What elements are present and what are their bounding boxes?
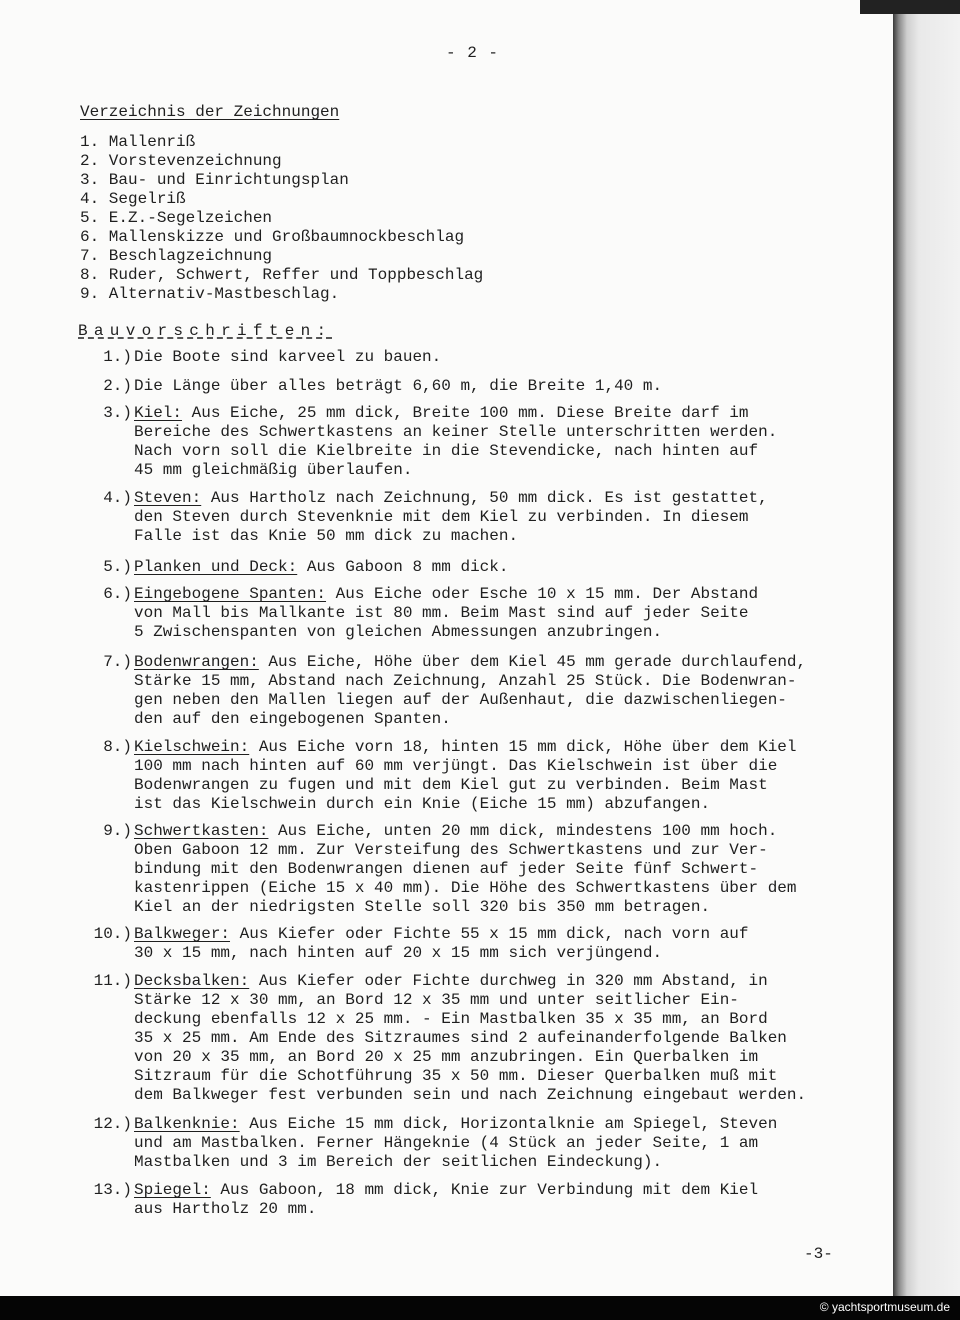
spec-line [134, 972, 904, 991]
spec-line [134, 377, 904, 396]
spec-item-text [134, 489, 904, 546]
spec-line [134, 585, 904, 604]
spec-item-number: 10.) [93, 925, 132, 943]
spec-line [134, 710, 904, 729]
spec-line-text: 30 x 15 mm, nach hinten auf 20 x 15 mm sich verjüngend. [134, 944, 663, 962]
spec-item-text [134, 1115, 904, 1172]
spec-line-text: den Steven durch Stevenknie mit dem Kiel zu verbinden. In diesem [134, 508, 749, 526]
spec-line [134, 860, 904, 879]
drawing-item: 2. Vorstevenzeichnung [80, 152, 282, 170]
spec-line [134, 604, 904, 623]
spec-item-number: 11.) [93, 972, 132, 990]
spec-term: Kiel: [134, 404, 183, 422]
spec-line-text: Stärke 12 x 30 mm, an Bord 12 x 35 mm und unter seitlicher Ein- [134, 991, 739, 1009]
spec-line-text: Aus Kiefer oder Fichte durchweg in 320 mm Abstand, in [249, 972, 768, 990]
spec-line [134, 489, 904, 508]
spec-line [134, 1067, 904, 1086]
drawings-list [80, 133, 483, 304]
spec-line [134, 757, 904, 776]
spec-line [134, 691, 904, 710]
spec-line-text: Bodenwrangen zu fugen und mit dem Kiel gut zu verbinden. Beim Mast [134, 776, 768, 794]
spec-line-text: Aus Gaboon, 18 mm dick, Knie zur Verbindung mit dem Kiel [210, 1181, 759, 1199]
spec-line [134, 1181, 904, 1200]
spec-term: Kielschwein: [134, 738, 250, 756]
spec-line [134, 1134, 904, 1153]
spec-line-text: Die Boote sind karveel zu bauen. [134, 348, 442, 366]
spec-line-text: Aus Kiefer oder Fichte 55 x 15 mm dick, nach vorn auf [230, 925, 749, 943]
spec-line-text: Aus Eiche oder Esche 10 x 15 mm. Der Abstand [326, 585, 759, 603]
spec-line [134, 879, 904, 898]
spec-line-text: Aus Eiche, unten 20 mm dick, mindestens 100 mm hoch. [268, 822, 778, 840]
spec-line-text: 35 x 25 mm. Am Ende des Sitzraumes sind 2 aufeinanderfolgende Balken [134, 1029, 787, 1047]
spec-term: Spiegel: [134, 1181, 211, 1199]
spec-item-number: 12.) [93, 1115, 132, 1133]
drawing-item: 6. Mallenskizze und Großbaumnockbeschlag [80, 228, 465, 246]
drawing-item: 1. Mallenriß [80, 133, 196, 151]
spec-line-text: 100 mm nach hinten auf 60 mm verjüngt. Das Kielschwein ist über die [134, 757, 778, 775]
spec-item-number: 1.) [103, 348, 132, 366]
spec-line-text: Aus Eiche 15 mm dick, Horizontalknie am Spiegel, Steven [239, 1115, 778, 1133]
spec-line-text: Mastbalken und 3 im Bereich der seitlichen Eindeckung). [134, 1153, 663, 1171]
spec-line-text: Aus Gaboon 8 mm dick. [297, 558, 509, 576]
spec-item-number: 9.) [103, 822, 132, 840]
spec-item-text [134, 404, 904, 480]
spec-line-text: von Mall bis Mallkante ist 80 mm. Beim Mast sind auf jeder Seite [134, 604, 749, 622]
spec-line [134, 1153, 904, 1172]
drawing-item: 4. Segelriß [80, 190, 186, 208]
spec-line-text: deckung ebenfalls 12 x 25 mm. - Ein Mastbalken 35 x 35 mm, an Bord [134, 1010, 768, 1028]
spec-line-text: Falle ist das Knie 50 mm dick zu machen. [134, 527, 519, 545]
spec-line [134, 795, 904, 814]
spec-item-text [134, 822, 904, 917]
book-gutter [893, 0, 960, 1296]
spec-term: Eingebogene Spanten: [134, 585, 327, 603]
spec-line-text: und am Mastbalken. Ferner Hängeknie (4 Stück an jeder Seite, 1 am [134, 1134, 759, 1152]
drawing-item: 3. Bau- und Einrichtungsplan [80, 171, 349, 189]
spec-term: Planken und Deck: [134, 558, 298, 576]
spec-line [134, 558, 904, 577]
watermark: © yachtsportmuseum.de [819, 1300, 950, 1314]
spec-line-text: Sitzraum für die Schotführung 35 x 50 mm. Dieser Querbalken muß mit [134, 1067, 778, 1085]
spec-line-text: Aus Eiche vorn 18, hinten 15 mm dick, Höhe über dem Kiel [249, 738, 797, 756]
spec-line-text: ist das Kielschwein durch ein Knie (Eiche 15 mm) abzufangen. [134, 795, 711, 813]
spec-term: Steven: [134, 489, 202, 507]
drawing-item: 9. Alternativ-Mastbeschlag. [80, 285, 340, 303]
spec-term: Balkweger: [134, 925, 231, 943]
spec-item-text [134, 972, 904, 1105]
spec-item-text [134, 1181, 904, 1219]
spec-line [134, 1115, 904, 1134]
spec-line [134, 423, 904, 442]
spec-line-text: aus Hartholz 20 mm. [134, 1200, 317, 1218]
spec-line [134, 738, 904, 757]
spec-line [134, 461, 904, 480]
spec-line [134, 841, 904, 860]
spec-line [134, 1029, 904, 1048]
spec-item-number: 3.) [103, 404, 132, 422]
spec-line [134, 404, 904, 423]
page-number: - 2 - [446, 44, 500, 62]
spec-item-number: 7.) [103, 653, 132, 671]
spec-line [134, 508, 904, 527]
spec-line-text: Nach vorn soll die Kielbreite in die Stevendicke, nach hinten auf [134, 442, 759, 460]
spec-line-text: den auf den eingebogenen Spanten. [134, 710, 451, 728]
spec-line-text: Oben Gaboon 12 mm. Zur Versteifung des Schwertkastens und zur Ver- [134, 841, 768, 859]
spec-item-text [134, 377, 904, 396]
spec-line-text: Stärke 15 mm, Abstand nach Zeichnung, Anzahl 25 Stück. Die Bodenwran- [134, 672, 797, 690]
spec-line-text: Bereiche des Schwertkastens an keiner Stelle unterschritten werden. [134, 423, 778, 441]
spec-line [134, 623, 904, 642]
spec-line-text: dem Balkweger fest verbunden sein und nach Zeichnung eingebaut werden. [134, 1086, 807, 1104]
spec-term: Balkenknie: [134, 1115, 240, 1133]
drawing-item: 8. Ruder, Schwert, Reffer und Toppbeschlag [80, 266, 484, 284]
spec-item-number: 2.) [103, 377, 132, 395]
spec-line [134, 776, 904, 795]
spec-item-text [134, 558, 904, 577]
spec-item-number: 8.) [103, 738, 132, 756]
spec-line-text: Kiel an der niedrigsten Stelle soll 320 bis 350 mm betragen. [134, 898, 711, 916]
page-edge-shadow [860, 0, 960, 14]
spec-line-text: gen neben den Mallen liegen auf der Außenhaut, die dazwischenliegen- [134, 691, 787, 709]
spec-line [134, 1086, 904, 1105]
spec-line [134, 653, 904, 672]
spec-term: Bodenwrangen: [134, 653, 259, 671]
spec-line [134, 1048, 904, 1067]
spec-item-number: 6.) [103, 585, 132, 603]
bottom-band [0, 1296, 960, 1320]
specifications-heading: Bauvorschriften: [78, 322, 333, 340]
next-page-marker: -3- [804, 1245, 833, 1263]
spec-line [134, 348, 904, 367]
drawing-item: 5. E.Z.-Segelzeichen [80, 209, 273, 227]
spec-line [134, 1010, 904, 1029]
spec-line [134, 925, 904, 944]
spec-item-text [134, 738, 904, 814]
spec-line-text: 45 mm gleichmäßig überlaufen. [134, 461, 413, 479]
spec-line-text: von 20 x 35 mm, an Bord 20 x 25 mm anzubringen. Ein Querbalken im [134, 1048, 759, 1066]
spec-item-number: 5.) [103, 558, 132, 576]
spec-line-text: Aus Eiche, Höhe über dem Kiel 45 mm gerade durchlaufend, [258, 653, 807, 671]
spec-line [134, 898, 904, 917]
spec-line-text: Die Länge über alles beträgt 6,60 m, die Breite 1,40 m. [134, 377, 663, 395]
spec-line-text: 5 Zwischenspanten von gleichen Abmessungen anzubringen. [134, 623, 663, 641]
spec-line [134, 442, 904, 461]
spec-line [134, 822, 904, 841]
spec-line [134, 944, 904, 963]
spec-item-text [134, 653, 904, 729]
spec-item-number: 4.) [103, 489, 132, 507]
spec-line [134, 672, 904, 691]
spec-item-number: 13.) [93, 1181, 132, 1199]
spec-line-text: kastenrippen (Eiche 15 x 40 mm). Die Höhe des Schwertkastens über dem [134, 879, 797, 897]
spec-line [134, 991, 904, 1010]
spec-item-text [134, 348, 904, 367]
spec-line [134, 1200, 904, 1219]
drawings-heading: Verzeichnis der Zeichnungen [80, 103, 340, 121]
spec-item-text [134, 585, 904, 642]
spec-line-text: bindung mit den Bodenwrangen dienen auf jeder Seite fünf Schwert- [134, 860, 759, 878]
spec-item-text [134, 925, 904, 963]
spec-line [134, 527, 904, 546]
spec-line-text: Aus Eiche, 25 mm dick, Breite 100 mm. Diese Breite darf im [182, 404, 749, 422]
drawing-item: 7. Beschlagzeichnung [80, 247, 273, 265]
spec-term: Decksbalken: [134, 972, 250, 990]
spec-line-text: Aus Hartholz nach Zeichnung, 50 mm dick. Es ist gestattet, [201, 489, 768, 507]
spec-term: Schwertkasten: [134, 822, 269, 840]
